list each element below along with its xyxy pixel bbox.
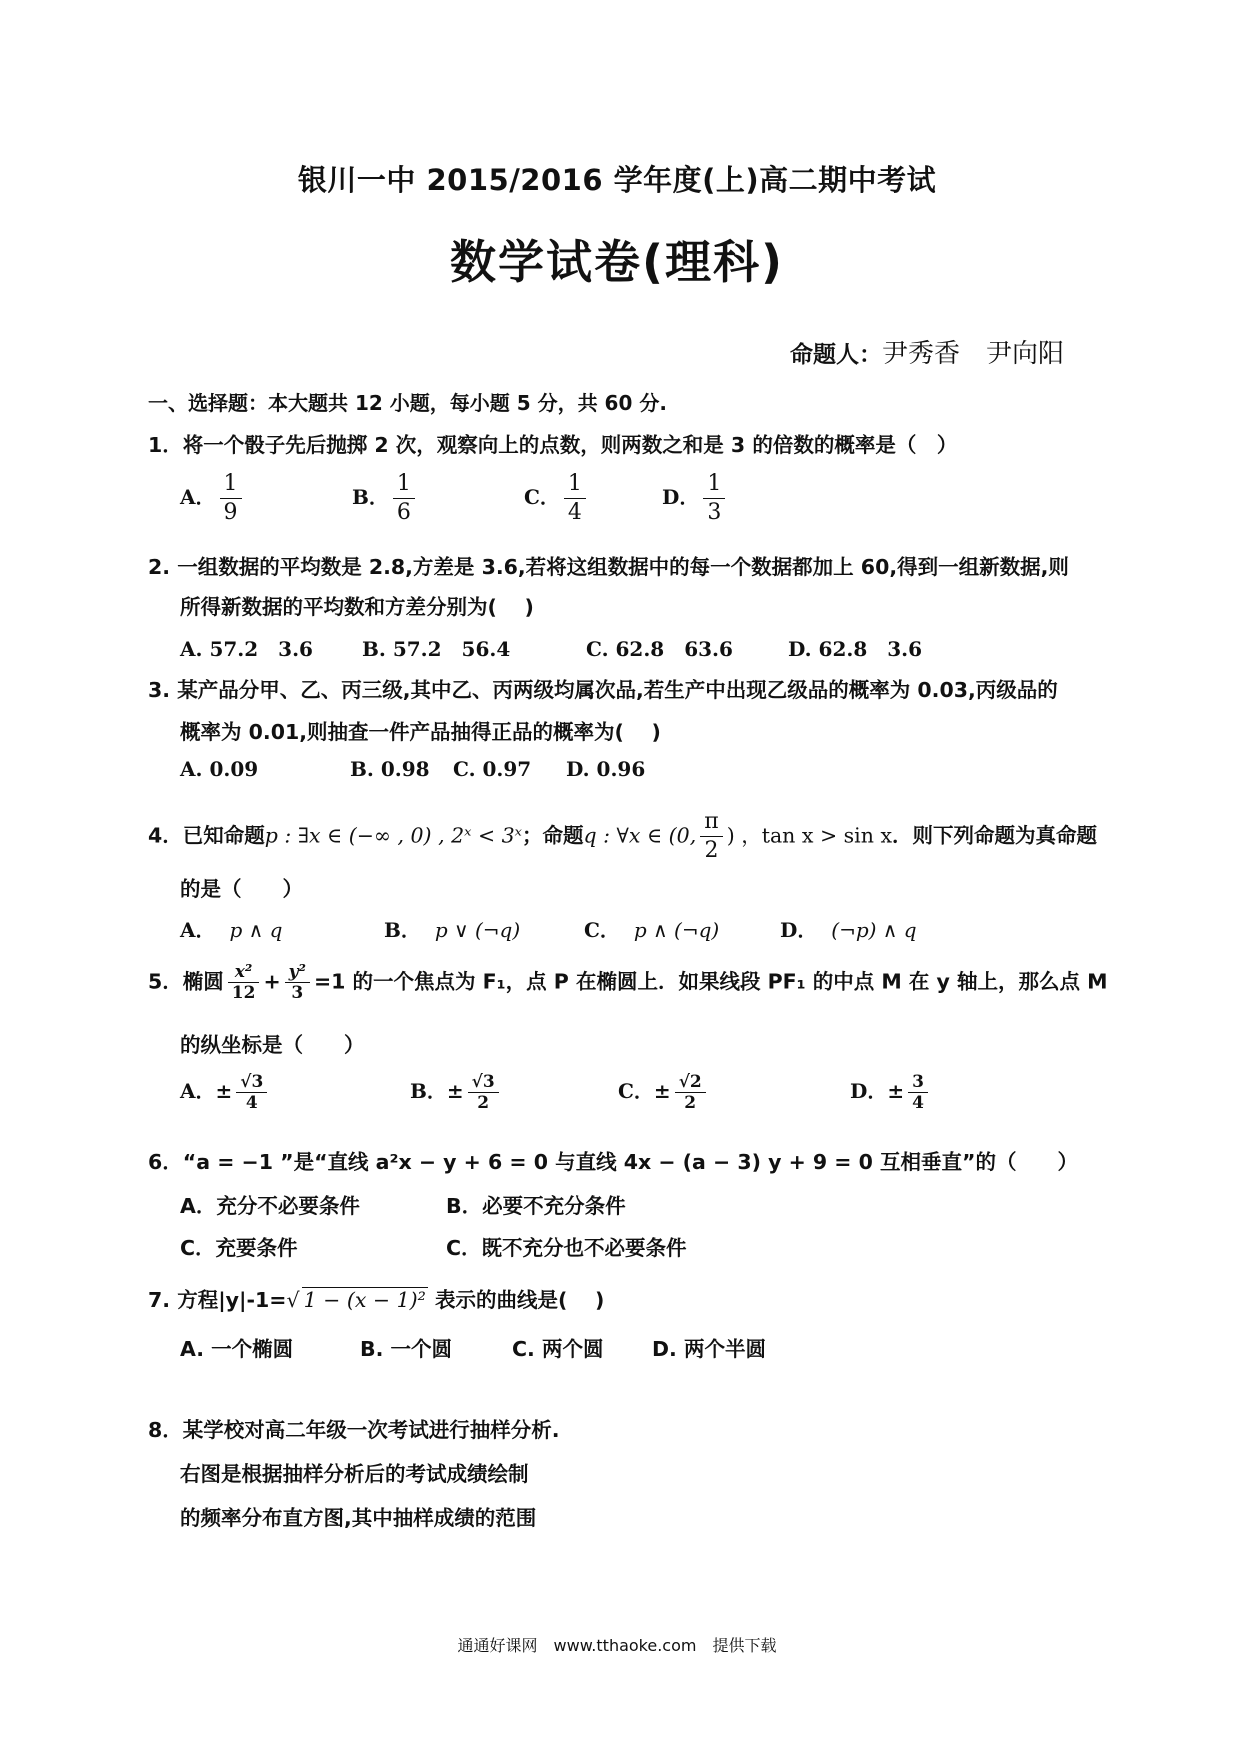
q7-option-a: A. 一个椭圆 — [180, 1337, 294, 1361]
footer-watermark: 通通好课网 www.tthaoke.com 提供下载 — [457, 1636, 777, 1655]
q5-option-b: B．± $\frac{√3}{2}$ — [410, 1072, 503, 1113]
q6-option-c: C．充要条件 — [180, 1236, 298, 1260]
q5-stem-line2: 的纵坐标是（ ） — [180, 1033, 365, 1057]
q4-suffix: ．则下列命题为真命题 — [892, 823, 1098, 848]
option-label: A． — [180, 485, 216, 509]
q4-stem — [148, 808, 1097, 865]
option-label: C． — [524, 485, 560, 509]
q2-option-c: C. 62.8 63.6 — [586, 637, 733, 661]
q4-prefix: 4．已知命题 — [148, 823, 265, 848]
q6-option-a: A．充分不必要条件 — [180, 1194, 360, 1218]
q7-radicand: 1 − (x − 1)² — [303, 1288, 426, 1312]
q7-suffix: 表示的曲线是( ) — [427, 1288, 605, 1312]
q3-stem-line1: 3. 某产品分甲、乙、丙三级,其中乙、丙两级均属次品,若生产中出现乙级品的概率为 0.03,丙级品的 — [148, 678, 1058, 702]
q4-option-c: C． p ∧ (¬q) — [584, 918, 720, 942]
q3-option-d: D. 0.96 — [566, 757, 646, 781]
q1-option-c — [524, 470, 590, 527]
q3-stem-line2: 概率为 0.01,则抽查一件产品抽得正品的概率为( ) — [180, 720, 661, 744]
q5-option-c: C．± $\frac{√2}{2}$ — [618, 1072, 710, 1113]
q7-option-b: B. 一个圆 — [360, 1337, 453, 1361]
q5-option-a: A．± $\frac{√3}{4}$ — [180, 1072, 271, 1113]
q3-option-b: B. 0.98 — [350, 757, 430, 781]
q5-fraction-y: $\frac{\text{y²}}{3}$ — [285, 962, 310, 1003]
q6-stem: 6．“a = −1 ”是“直线 a²x − y + 6 = 0 与直线 4x − (a − 3) y + 9 = 0 互相垂直”的（ ） — [148, 1150, 1078, 1174]
q8-line2: 右图是根据抽样分析后的考试成绩绘制 — [180, 1462, 529, 1486]
q7-prefix: 7. 方程|y|-1= — [148, 1288, 287, 1312]
q5-suffix: =1 的一个焦点为 F₁，点 P 在椭圆上．如果线段 PF₁ 的中点 M 在 y 轴上，那么点 M — [313, 969, 1108, 994]
q4-stem-line2: 的是（ ） — [180, 877, 303, 901]
q4-proposition-q-b: ) ，tan x > sin x — [726, 823, 893, 848]
option-fraction: $\frac{1}{4}$ — [564, 470, 586, 527]
author-line — [790, 333, 1064, 370]
q5-option-d: D．± $\frac{3}{4}$ — [850, 1072, 932, 1113]
q1-option-a — [180, 470, 246, 527]
q2-option-a: A. 57.2 3.6 — [180, 637, 313, 661]
q7-stem: 7. 方程|y|-1=√ 1 − (x − 1)² 表示的曲线是( ) — [148, 1288, 605, 1312]
q4-proposition-p: p : ∃x ∈ (−∞ , 0) , 2ˣ < 3ˣ — [264, 823, 522, 848]
q8-line3: 的频率分布直方图,其中抽样成绩的范围 — [180, 1506, 537, 1530]
school-title: 银川一中 2015/2016 学年度(上)高二期中考试 — [297, 163, 937, 197]
q5-fraction-x: $\frac{\text{x²}}{12}$ — [228, 962, 260, 1003]
paper-title: 数学试卷(理科) — [449, 235, 785, 289]
q1-option-d — [662, 470, 729, 527]
q4-proposition-q-a: q : ∀x ∈ (0, — [583, 823, 697, 848]
author-label: 命题人： — [790, 342, 882, 368]
q2-stem-line2: 所得新数据的平均数和方差分别为( ) — [180, 595, 534, 619]
q4-mid: ；命题 — [521, 823, 584, 848]
q2-stem-line1: 2. 一组数据的平均数是 2.8,方差是 3.6,若将这组数据中的每一个数据都加上 60,得到一组新数据,则 — [148, 555, 1069, 579]
q6-option-d: C．既不充分也不必要条件 — [446, 1236, 687, 1260]
q4-option-a: A． p ∧ q — [180, 918, 283, 942]
q5-prefix: 5．椭圆 — [148, 969, 224, 994]
q7-option-c: C. 两个圆 — [512, 1337, 604, 1361]
q2-option-b: B. 57.2 56.4 — [362, 637, 511, 661]
option-fraction: $\frac{1}{6}$ — [393, 470, 415, 527]
section-title: 一、选择题：本大题共 12 小题，每小题 5 分，共 60 分. — [148, 391, 667, 415]
q4-pi-over-2: $\frac{\pi}{2}$ — [700, 808, 722, 865]
q8-line1: 8．某学校对高二年级一次考试进行抽样分析. — [148, 1418, 560, 1442]
q7-option-d: D. 两个半圆 — [652, 1337, 766, 1361]
option-label: B． — [352, 485, 389, 509]
q1-option-b — [352, 470, 419, 527]
q1-stem: 1．将一个骰子先后抛掷 2 次，观察向上的点数，则两数之和是 3 的倍数的概率是（ ） — [148, 433, 958, 457]
q2-option-d: D. 62.8 3.6 — [788, 637, 923, 661]
option-fraction: $\frac{1}{3}$ — [703, 470, 725, 527]
q4-option-b: B． p ∨ (¬q) — [384, 918, 521, 942]
option-fraction: $\frac{1}{9}$ — [220, 470, 242, 527]
q4-option-d: D． (¬p) ∧ q — [780, 918, 917, 942]
q6-option-b: B．必要不充分条件 — [446, 1194, 626, 1218]
q5-stem — [148, 962, 1108, 1003]
q3-option-c: C. 0.97 — [453, 757, 532, 781]
author-names: 尹秀香 尹向阳 — [882, 339, 1065, 369]
q3-option-a: A. 0.09 — [180, 757, 259, 781]
q5-plus: + — [263, 969, 281, 994]
option-label: D． — [662, 485, 700, 509]
